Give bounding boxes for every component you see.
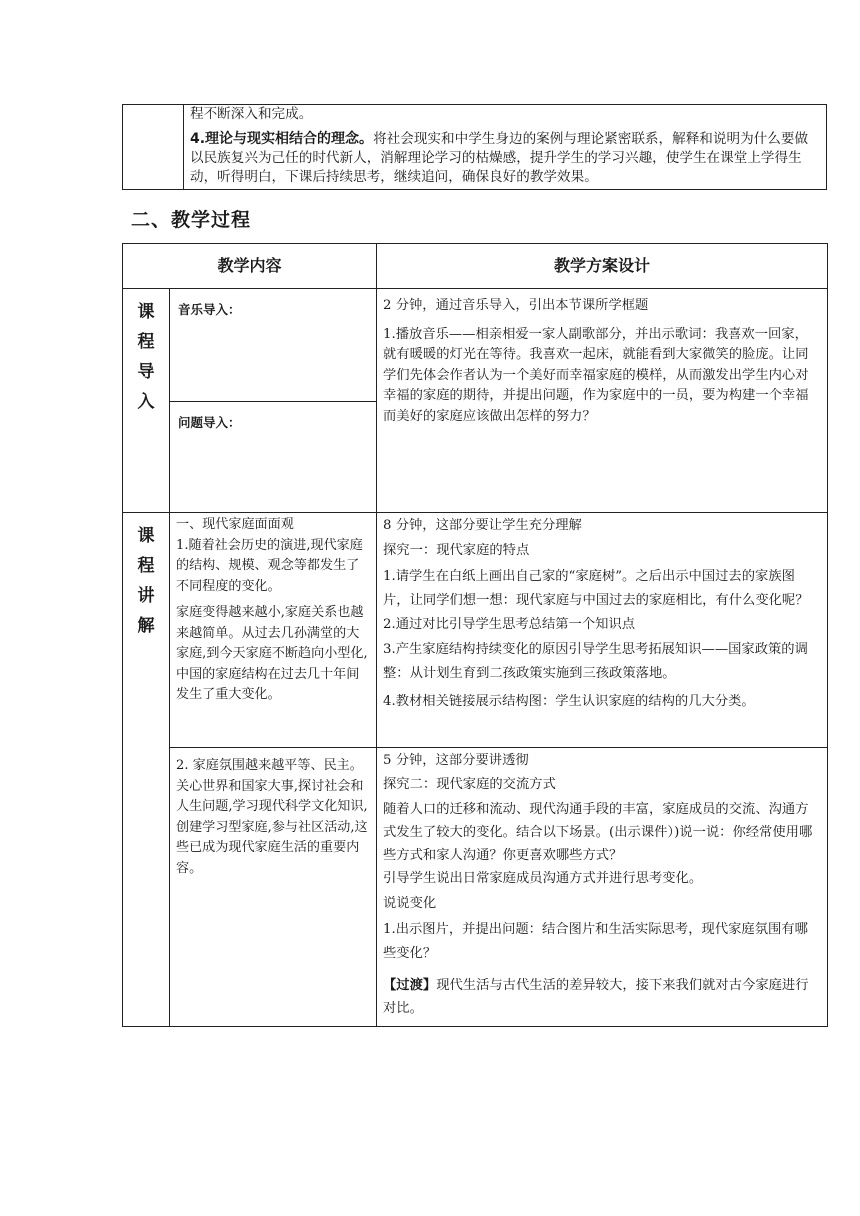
part1-design-2: 2.通过对比引导学生思考总结第一个知识点 — [383, 617, 636, 632]
part1-design-4: 4.教材相关链接展示结构图：学生认识家庭的结构的几大分类。 — [383, 693, 755, 709]
part2-content-cell — [170, 748, 377, 1027]
intro-label-char: 课 — [137, 302, 155, 322]
part2-design-cell — [377, 748, 828, 1027]
part1-point2: 家庭变得越来越小,家庭关系也越来越简单。从过去几孙满堂的大家庭,到今天家庭不断趋向小型化,中国的家庭结构在过去几十年间发生了重大变化。 — [176, 605, 368, 702]
lecture-section-label — [123, 513, 170, 1027]
lecture-label-char: 课 — [137, 526, 155, 546]
transition-text: 现代生活与古代生活的差异较大，接下来我们就对古今家庭进行对比。 — [383, 978, 809, 1016]
part1-point1: 1.随着社会历史的演进,现代家庭的结构、规模、观念等都发生了不同程度的变化。 — [176, 537, 363, 594]
part1-design-3: 3.产生家庭结构持续变化的原因引导学生思考拓展知识——国家政策的调整：从计划生育到二孩政策实施到三孩政策落地。 — [383, 641, 808, 681]
intro-design-time: 2 分钟，通过音乐导入，引出本节课所学框题 — [383, 298, 649, 313]
section-heading: 二、教学过程 — [131, 209, 252, 231]
empty-left-cell — [123, 105, 184, 190]
part1-title: 一、现代家庭面面观 — [176, 517, 294, 532]
intro-label-char: 导 — [137, 362, 155, 382]
lecture-label-char: 解 — [137, 616, 155, 636]
intro-label-char: 入 — [137, 392, 155, 412]
intro-design-cell — [377, 289, 828, 513]
part1-explore: 探究一：现代家庭的特点 — [383, 542, 530, 558]
lecture-label-char: 程 — [137, 556, 155, 576]
objectives-table-continuation — [122, 104, 827, 190]
part2-design-4: 1.出示图片，并提出问题：结合图片和生活实际思考，现代家庭氛围有哪些变化？ — [383, 922, 808, 961]
point-4-text: 将社会现实和中学生身边的案例与理论紧密联系，解释和说明为什么要做以民族复兴为己任的时代新人，消解理论学习的枯燥感，提升学生的学习兴趣，使学生在课堂上学得生动，听得明白，下课后持续思考，继续追问，确保良好的教学效果。 — [190, 131, 809, 185]
point-4-paragraph — [190, 130, 820, 187]
teaching-process-table — [122, 243, 828, 1027]
header-teaching-content: 教学内容 — [123, 244, 377, 289]
part2-design-2: 引导学生说出日常家庭成员沟通方式并进行思考变化。 — [383, 871, 703, 886]
part2-design-3: 说说变化 — [383, 895, 437, 911]
part1-design-cell — [377, 513, 828, 748]
transition-tag: 【过渡】 — [383, 978, 437, 993]
point-4-title: 4.理论与现实相结合的理念。 — [190, 131, 374, 147]
part1-design-time: 8 分钟，这部分要让学生充分理解 — [383, 518, 582, 533]
part2-content: 2. 家庭氛围越来越平等、民主。关心世界和国家大事,探讨社会和人生问题,学习现代科学文化知识,创建学习型家庭,参与社区活动,这些已成为现代家庭生活的重要内容。 — [176, 758, 368, 876]
intro-label-char: 程 — [137, 332, 155, 352]
lecture-label-char: 讲 — [137, 586, 155, 606]
part2-explore: 探究二：现代家庭的交流方式 — [383, 776, 556, 792]
intro-design-text: 1.播放音乐——相亲相爱一家人副歌部分，并出示歌词：我喜欢一回家，就有暖暖的灯光在等待。我喜欢一起床，就能看到大家微笑的脸庞。让同学们先体会作者认为一个美好而幸福家庭的模样，从而激发出学生内心对幸福的家庭的期待，并提出问题，作为家庭中的一员，要为构建一个幸福而美好的家庭应该做出怎样的努力？ — [383, 326, 809, 424]
transition-paragraph — [383, 974, 821, 1020]
part2-design-1: 随着人口的迁移和流动、现代沟通手段的丰富，家庭成员的交流、沟通方式发生了较大的变化。结合以下场景。(出示课件）)说一说：你经常使用哪些方式和家人沟通？你更喜欢哪些方式？ — [383, 802, 813, 863]
intro-section-label — [123, 289, 170, 513]
part1-content-cell — [170, 513, 377, 748]
music-intro-label: 音乐导入： — [170, 289, 377, 402]
question-intro-label: 问题导入： — [170, 402, 377, 513]
part1-design-1: 1.请学生在白纸上画出自己家的“家庭树”。之后出示中国过去的家族图片，让同学们想一想：现代家庭与中国过去的家庭相比，有什么变化呢？ — [383, 569, 809, 608]
part2-design-time: 5 分钟，这部分要讲透彻 — [383, 753, 529, 768]
continuation-text: 程不断深入和完成。 — [190, 106, 313, 122]
header-teaching-design: 教学方案设计 — [377, 244, 828, 289]
objectives-text-cell — [184, 105, 827, 190]
